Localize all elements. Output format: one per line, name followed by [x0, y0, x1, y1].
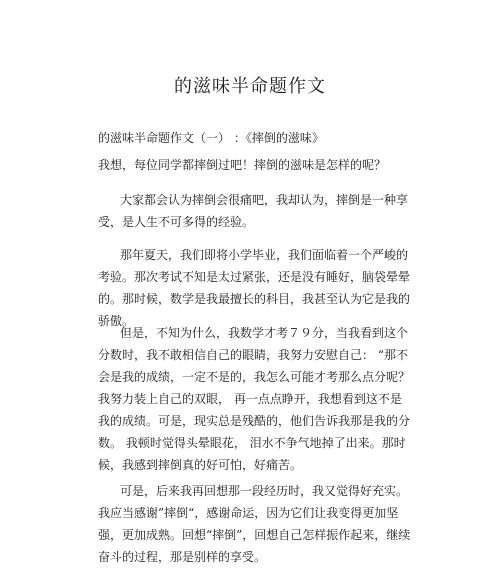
paragraph-1: 我想，每位同学都摔倒过吧！摔倒的滋味是怎样的呢？: [98, 158, 387, 172]
document-title: 的滋味半命题作文: [174, 76, 326, 97]
paragraph-3: 那年夏天，我们即将小学毕业，我们面临着一个严峻的考验。那次考试不知是太过紧张，还是没有睡好，脑袋晕晕的。那时候，数学是我最擅长的科目，我甚至认为它是我的骄傲。: [98, 248, 411, 328]
document-subtitle: 的滋味半命题作文（一） ：《摔倒的滋味》: [98, 131, 324, 145]
paragraph-2: 大家都会认为摔倒会很痛吧，我却认为，摔倒是一种享受，是人生不可多得的经验。: [98, 193, 409, 229]
paragraph-5: 可是，后来我再回想那一段经历时，我又觉得好充实。我应当感谢”摔倒“，感谢命运，因为它们让我变得更加坚强，更加成熟。回想“摔倒”，回想自己怎样振作起来，继续奋斗的过程，那是别样的享受。: [98, 484, 411, 564]
paragraph-4: 但是，不知为什么，我数学才考７９分，当我看到这个分数时，我不敢相信自己的眼睛，我努力安慰自己： “那不会是我的成绩，一定不是的，我怎么可能才考那么点分呢？我努力装上自己的双眼， 再一点点睁开，我想看到这不是我的成绩。可是，现实总是残酷的，他们告诉我那是我的分数。 我顿时觉得头晕眼花， 泪水不争气地掉了出来。那时候，我感到摔倒真的好可怕，好痛苦。: [98, 326, 411, 472]
